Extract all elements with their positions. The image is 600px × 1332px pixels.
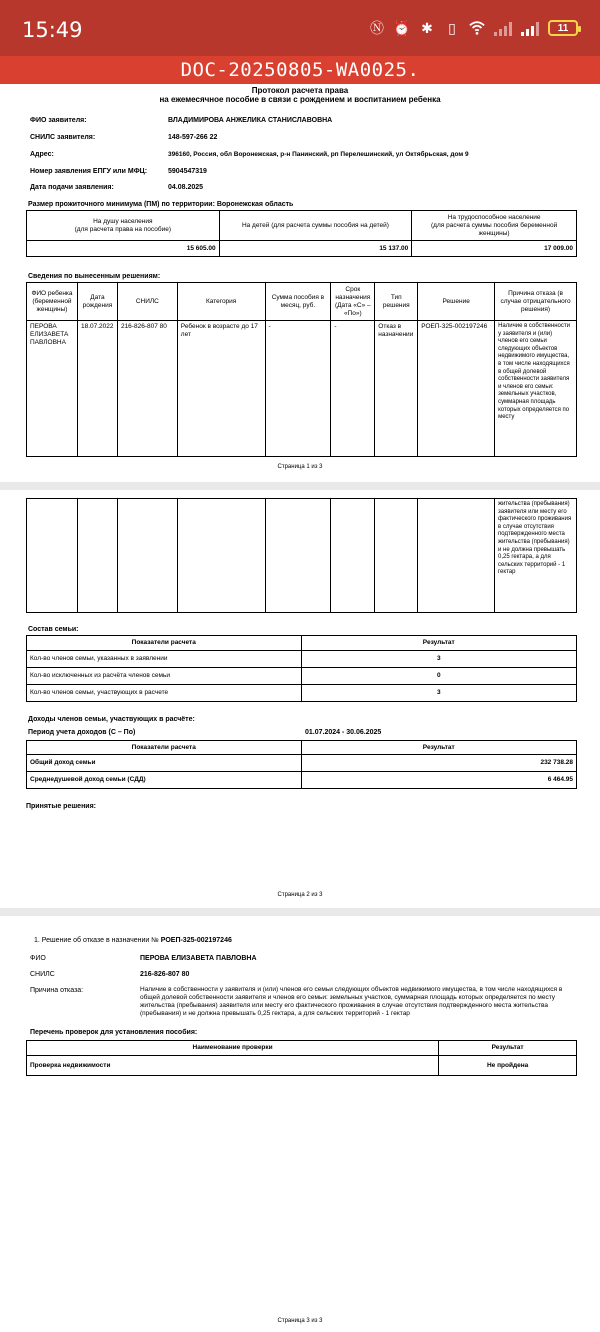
pm-header: На детей (для расчета суммы пособия на детей) bbox=[219, 211, 412, 241]
nfc-icon: Ⓝ bbox=[370, 20, 384, 36]
page-number: Страница 2 из 3 bbox=[277, 892, 323, 898]
pm-value: 17 009.00 bbox=[412, 241, 577, 257]
alarm-icon: ⏰ bbox=[393, 20, 411, 36]
child-fio: ПЕРОВА ЕЛИЗАВЕТА ПАВЛОВНА bbox=[27, 321, 78, 457]
field-label: СНИЛС заявителя: bbox=[30, 134, 96, 141]
decisions-heading: Сведения по вынесенным решениям: bbox=[28, 273, 161, 280]
page-1 bbox=[0, 84, 600, 482]
decision-number: РОЕП-325-002197246 bbox=[418, 321, 495, 457]
table-row bbox=[27, 755, 577, 772]
child-snils: 216-826-807 80 bbox=[117, 321, 177, 457]
table-row bbox=[27, 321, 577, 457]
decision-item-title bbox=[34, 936, 232, 945]
table-row bbox=[27, 499, 577, 613]
field-label: Номер заявления ЕПГУ или МФЦ: bbox=[30, 168, 148, 175]
family-table bbox=[26, 635, 577, 702]
table-row bbox=[27, 685, 577, 702]
checks-table bbox=[26, 1040, 577, 1076]
pm-value: 15 605.00 bbox=[27, 241, 220, 257]
field-value: ВЛАДИМИРОВА АНЖЕЛИКА СТАНИСЛАВОВНА bbox=[168, 117, 333, 124]
table-row bbox=[27, 772, 577, 789]
field-label: ФИО заявителя: bbox=[30, 117, 87, 124]
signal-1-icon bbox=[494, 20, 512, 36]
income-header: Показатели расчета bbox=[27, 741, 302, 755]
decisions-table-continued bbox=[26, 498, 577, 613]
field-value: 04.08.2025 bbox=[168, 184, 204, 191]
family-header: Результат bbox=[301, 636, 577, 651]
decisions-header: Причина отказа (в случае отрицательного решения) bbox=[495, 283, 577, 321]
field-value: 148-597-266 22 bbox=[168, 134, 218, 141]
family-value: 3 bbox=[301, 685, 577, 702]
income-label: Среднедушевой доход семьи (СДД) bbox=[27, 772, 302, 789]
accepted-heading: Принятые решения: bbox=[26, 803, 97, 810]
income-heading: Доходы членов семьи, участвующих в расчёте: bbox=[28, 716, 195, 723]
status-time: 15:49 bbox=[22, 18, 83, 42]
check-value: Не пройдена bbox=[439, 1056, 577, 1076]
child-category: Ребенок в возрасте до 17 лет bbox=[177, 321, 265, 457]
table-row bbox=[27, 651, 577, 668]
field-label: Дата подачи заявления: bbox=[30, 184, 114, 191]
decisions-header: Тип решения bbox=[375, 283, 418, 321]
decision-reason-label: Причина отказа: bbox=[30, 987, 84, 994]
check-label: Проверка недвижимости bbox=[27, 1056, 439, 1076]
field-value: 5904547319 bbox=[168, 168, 207, 175]
decisions-header: Срок назначения (Дата «С» – «По») bbox=[331, 283, 375, 321]
status-bar bbox=[0, 0, 600, 56]
income-value: 6 464.95 bbox=[301, 772, 576, 789]
decision-prefix: 1. Решение об отказе в назначении № bbox=[34, 937, 159, 944]
decision-number: РОЕП-325-002197246 bbox=[160, 937, 232, 944]
decisions-header: ФИО ребенка (беременной женщины) bbox=[27, 283, 78, 321]
page-3 bbox=[0, 916, 600, 1332]
pm-value: 15 137.00 bbox=[219, 241, 412, 257]
document-title bbox=[0, 86, 600, 104]
vibrate-icon: ▯ bbox=[448, 20, 456, 36]
page-2 bbox=[0, 490, 600, 908]
field-label: Адрес: bbox=[30, 151, 54, 158]
table-row bbox=[27, 668, 577, 685]
family-header: Показатели расчета bbox=[27, 636, 302, 651]
page-number: Страница 3 из 3 bbox=[277, 1318, 323, 1324]
pm-header: На душу населения (для расчета права на пособие) bbox=[27, 211, 220, 241]
family-label: Кол-во членов семьи, указанных в заявлении bbox=[27, 651, 302, 668]
title-line-2: на ежемесячное пособие в связи с рождением и воспитанием ребенка bbox=[159, 95, 441, 104]
decision-snils-label: СНИЛС bbox=[30, 971, 55, 978]
page-number: Страница 1 из 3 bbox=[277, 464, 323, 470]
pm-heading: Размер прожиточного минимума (ПМ) по территории: Воронежская область bbox=[28, 201, 294, 208]
decisions-header: Сумма пособия в месяц, руб. bbox=[265, 283, 331, 321]
child-birth: 18.07.2022 bbox=[77, 321, 117, 457]
table-row bbox=[27, 1056, 577, 1076]
refusal-reason-continued: жительства (пребывания) заявителя или месту его фактического проживания в случае отсутствия подтвержденного места жительства (пребывания) и не должна превышать 0,25 гектара, а для сельских территорий - 1 гектар bbox=[495, 499, 577, 613]
benefit-sum: - bbox=[265, 321, 331, 457]
field-value: 396160, Россия, обл Воронежская, р-н Панинский, рп Перелешинский, ул Октябрьская, дом 9 bbox=[168, 151, 469, 158]
decisions-header: Категория bbox=[177, 283, 265, 321]
family-label: Кол-во членов семьи, участвующих в расчете bbox=[27, 685, 302, 702]
wifi-icon bbox=[469, 20, 485, 36]
checks-header: Наименование проверки bbox=[27, 1041, 439, 1056]
family-heading: Состав семьи: bbox=[28, 626, 79, 633]
period-value: 01.07.2024 - 30.06.2025 bbox=[305, 729, 382, 736]
income-label: Общий доход семьи bbox=[27, 755, 302, 772]
income-value: 232 738.28 bbox=[301, 755, 576, 772]
period-label: Период учета доходов (С – По) bbox=[28, 729, 136, 736]
decisions-header: Решение bbox=[418, 283, 495, 321]
decision-snils-value: 216-826-807 80 bbox=[140, 971, 190, 978]
pm-header: На трудоспособное население (для расчета суммы пособия беременной женщины) bbox=[412, 211, 577, 241]
decisions-header: Дата рождения bbox=[77, 283, 117, 321]
decision-reason-value: Наличие в собственности у заявителя и (или) членов его семьи следующих объектов недвижимого имущества, в том числе находящихся в общей долевой собственности заявителя и членов его семьи: земельных участков, суммарная площадь которых определяется по месту жительства (пребывания) заявителя или месту его фактического проживания в случае отсутствия подтвержденного места жительства (пребывания) и не должна превышать 0,25 гектара, а для сельских территорий - 1 гектар bbox=[140, 986, 563, 1017]
checks-header: Результат bbox=[439, 1041, 577, 1056]
decision-type: Отказ в назначении bbox=[375, 321, 418, 457]
pm-table bbox=[26, 210, 577, 257]
signal-2-icon bbox=[521, 20, 539, 36]
family-label: Кол-во исключенных из расчёта членов семьи bbox=[27, 668, 302, 685]
refusal-reason: Наличие в собственности у заявителя и (или) членов его семьи следующих объектов недвижимого имущества, в том числе находящихся в общей долевой собственности заявителя и членов его семьи: земельных участков, суммарная площадь которых определяется по месту bbox=[495, 321, 577, 457]
benefit-period: - bbox=[331, 321, 375, 457]
decision-fio-label: ФИО bbox=[30, 955, 46, 962]
bluetooth-icon: ✱ bbox=[421, 20, 433, 36]
battery-icon bbox=[548, 20, 578, 36]
decisions-header: СНИЛС bbox=[117, 283, 177, 321]
decision-fio-value: ПЕРОВА ЕЛИЗАВЕТА ПАВЛОВНА bbox=[140, 955, 257, 962]
file-title: DOC-20250805-WA0025. bbox=[0, 56, 600, 84]
decisions-table bbox=[26, 282, 577, 457]
status-icons bbox=[369, 20, 578, 36]
family-value: 0 bbox=[301, 668, 577, 685]
income-header: Результат bbox=[301, 741, 576, 755]
family-value: 3 bbox=[301, 651, 577, 668]
title-line-1: Протокол расчета права bbox=[251, 86, 349, 95]
battery-level: 11 bbox=[557, 22, 569, 34]
checks-heading: Перечень проверок для установления пособия: bbox=[30, 1029, 198, 1036]
income-table bbox=[26, 740, 577, 789]
